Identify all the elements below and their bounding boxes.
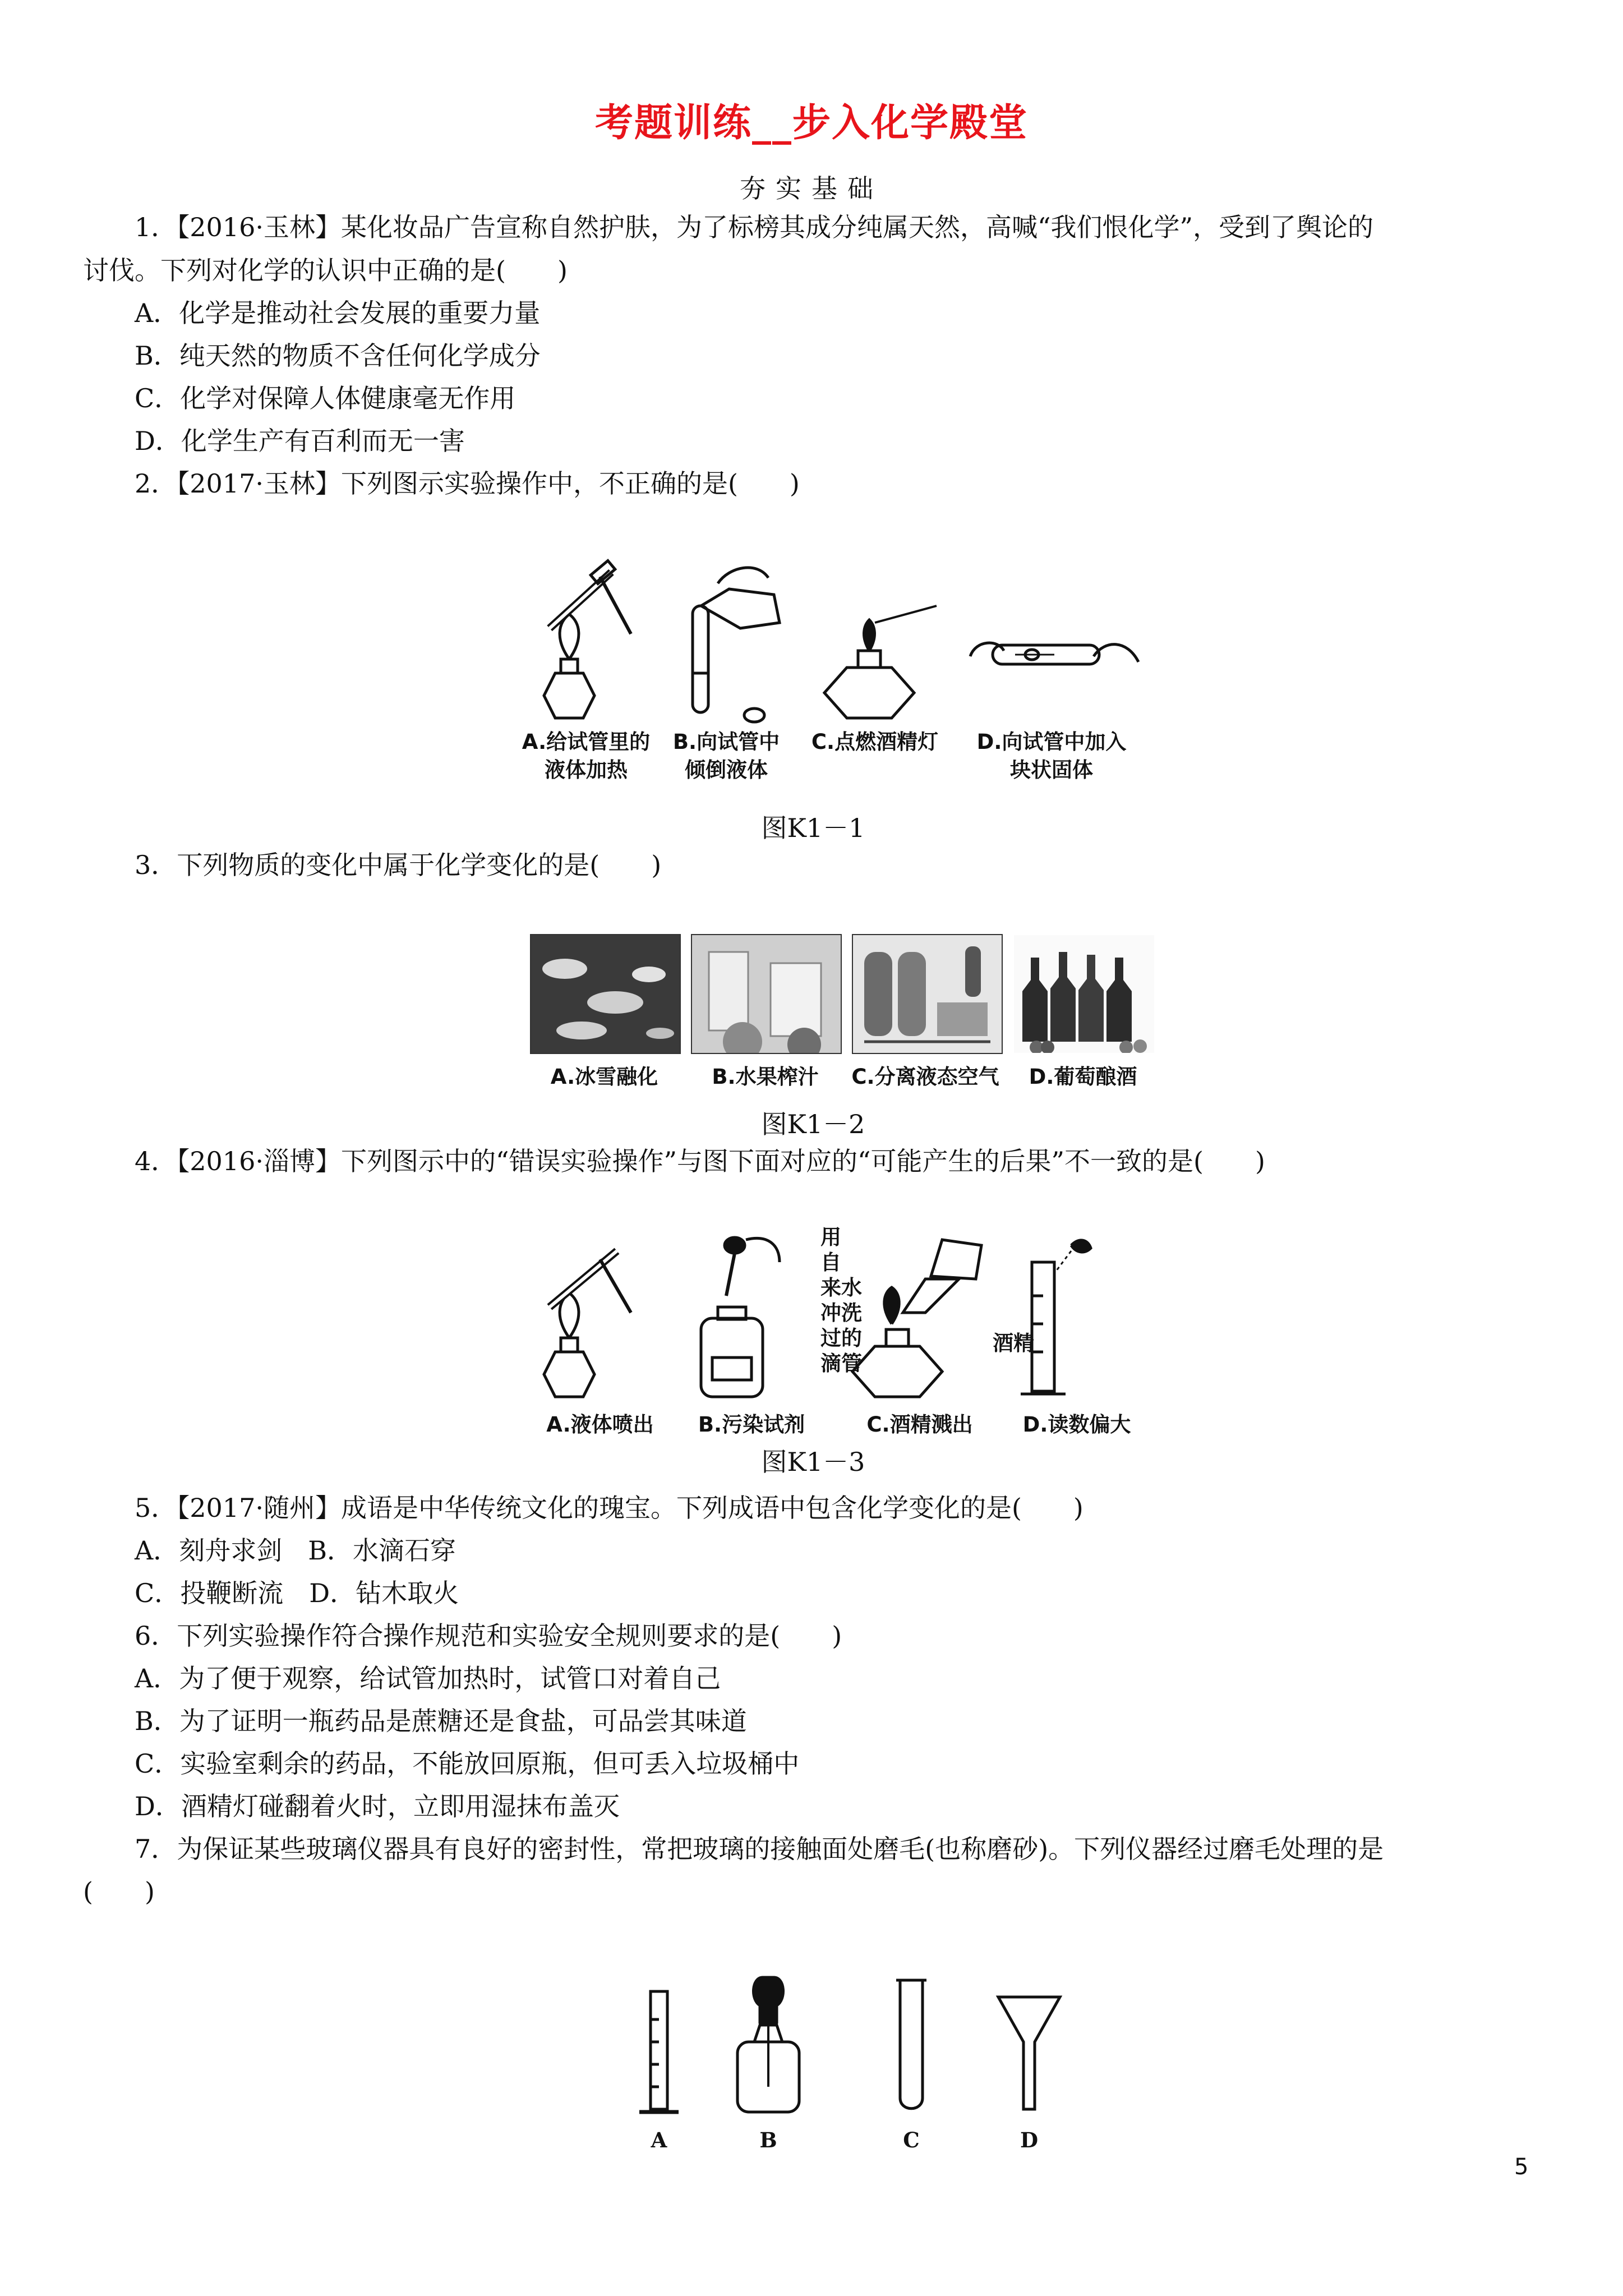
q7-d-funnel xyxy=(998,1997,1060,2109)
fig-d-adding-solid xyxy=(970,643,1138,664)
q1-option-c: C．化学对保障人体健康毫无作用 xyxy=(135,383,516,413)
fig-k1-2-label-b: B.水果榨汁 xyxy=(712,1065,819,1089)
fig3-b-note-3: 来水 xyxy=(820,1276,862,1300)
q3-stem: 3．下列物质的变化中属于化学变化的是( ) xyxy=(135,850,662,880)
q5-options-cd: C．投鞭断流 D．钻木取火 xyxy=(135,1578,459,1608)
fig-k1-3-label-b: B.污染试剂 xyxy=(698,1412,805,1437)
fig3-b-note-6: 滴管 xyxy=(820,1351,862,1375)
q7-label-c: C xyxy=(903,2128,920,2152)
q6-option-c: C．实验室剩余的药品，不能放回原瓶，但可丢入垃圾桶中 xyxy=(135,1749,800,1779)
fig3-c-alcohol-label: 酒精 xyxy=(993,1331,1034,1355)
fig-k1-1-label-b-line1: B.向试管中 xyxy=(672,730,780,754)
fig-k1-2-caption: 图K1－2 xyxy=(761,1109,865,1139)
q1-option-a: A．化学是推动社会发展的重要力量 xyxy=(135,298,541,328)
fig3-b-note-4: 冲洗 xyxy=(820,1301,862,1325)
fig-k1-3-label-a: A.液体喷出 xyxy=(546,1412,654,1437)
photo-melting-ice xyxy=(530,934,681,1054)
q7-c-test-tube xyxy=(896,1980,926,2109)
fig-k1-2-label-a: A.冰雪融化 xyxy=(550,1065,658,1089)
fig3-d-measuring-cylinder xyxy=(1021,1240,1091,1394)
photo-air-separation-equipment xyxy=(852,934,1003,1054)
fig-b-pouring-liquid xyxy=(693,568,780,722)
q2-stem: 2．【2017·玉林】下列图示实验操作中，不正确的是( ) xyxy=(135,468,800,499)
q7-stem-line1: 7．为保证某些玻璃仪器具有良好的密封性，常把玻璃的接触面处磨毛(也称磨砂)。下列仪器经过磨毛处理的是 xyxy=(135,1834,1384,1864)
q7-a-measuring-cylinder xyxy=(639,1991,679,2112)
fig-a-heating-tube xyxy=(544,560,631,718)
fig3-a-heating-tube xyxy=(544,1251,631,1397)
fig-k1-3-caption: 图K1－3 xyxy=(761,1447,865,1477)
fig-k1-1-label-b-line2: 倾倒液体 xyxy=(685,758,768,782)
fig3-b-note-2: 自 xyxy=(820,1250,841,1274)
q5-stem: 5．【2017·随州】成语是中华传统文化的瑰宝。下列成语中包含化学变化的是( ) xyxy=(135,1493,1083,1523)
section-subtitle: 夯实基础 xyxy=(740,173,883,204)
q4-stem: 4．【2016·淄博】下列图示中的“错误实验操作”与图下面对应的“可能产生的后果”不一致的是( ) xyxy=(135,1146,1265,1176)
fig-k1-1-caption: 图K1－1 xyxy=(761,813,865,843)
q5-options-ab: A．刻舟求剑 B．水滴石穿 xyxy=(135,1535,457,1566)
fig-c-lighting-lamp xyxy=(824,606,937,718)
fig-k1-1-label-c: C.点燃酒精灯 xyxy=(811,730,939,754)
fig3-b-note-1: 用 xyxy=(820,1225,841,1249)
q6-stem: 6．下列实验操作符合操作规范和实验安全规则要求的是( ) xyxy=(135,1621,842,1651)
fig-k1-1-label-a-line1: A.给试管里的 xyxy=(522,730,651,754)
q6-option-b: B．为了证明一瓶药品是蔗糖还是食盐，可品尝其味道 xyxy=(135,1706,747,1736)
fig-k1-1-label-d-line1: D.向试管中加入 xyxy=(976,730,1127,754)
figure-k1-1 xyxy=(533,561,1150,729)
fig3-b-note xyxy=(820,1225,888,1376)
q1-stem-line1: 1．【2016·玉林】某化妆品广告宣称自然护肤，为了标榜其成分纯属天然，高喊“我们恨化学”，受到了舆论的 xyxy=(135,212,1373,242)
q6-option-a: A．为了便于观察，给试管加热时，试管口对着自己 xyxy=(135,1663,721,1694)
fig3-b-dropper-bottle xyxy=(701,1237,780,1397)
q7-label-d: D xyxy=(1020,2128,1039,2152)
q1-stem-line2: 讨伐。下列对化学的认识中正确的是( ) xyxy=(83,255,568,286)
q7-label-b: B xyxy=(759,2128,777,2152)
q7-label-a: A xyxy=(651,2128,667,2152)
fig-k1-1-label-a-line2: 液体加热 xyxy=(545,758,628,782)
page-title: 考题训练__步入化学殿堂 xyxy=(594,101,1028,145)
photo-fruit-juice xyxy=(691,934,842,1054)
fig-k1-3-label-c: C.酒精溅出 xyxy=(866,1412,973,1437)
q7-stem-line2: ( ) xyxy=(83,1876,155,1907)
fig-k1-1-label-d-line2: 块状固体 xyxy=(1010,758,1093,782)
q1-option-d: D．化学生产有百利而无一害 xyxy=(135,426,465,456)
fig-k1-3-label-d: D.读数偏大 xyxy=(1022,1412,1131,1437)
q6-option-d: D．酒精灯碰翻着火时，立即用湿抹布盖灭 xyxy=(135,1791,620,1821)
page-number: 5 xyxy=(1514,2154,1529,2180)
q7-instruments xyxy=(617,1975,1099,2120)
fig-k1-2-label-d: D.葡萄酿酒 xyxy=(1029,1065,1137,1089)
q7-b-dropper-bottle xyxy=(737,1977,799,2112)
fig-k1-2-label-c: C.分离液态空气 xyxy=(851,1065,999,1089)
q1-option-b: B．纯天然的物质不含任何化学成分 xyxy=(135,341,541,371)
fig3-b-note-5: 过的 xyxy=(820,1326,862,1350)
photo-wine-bottles xyxy=(1013,934,1155,1054)
